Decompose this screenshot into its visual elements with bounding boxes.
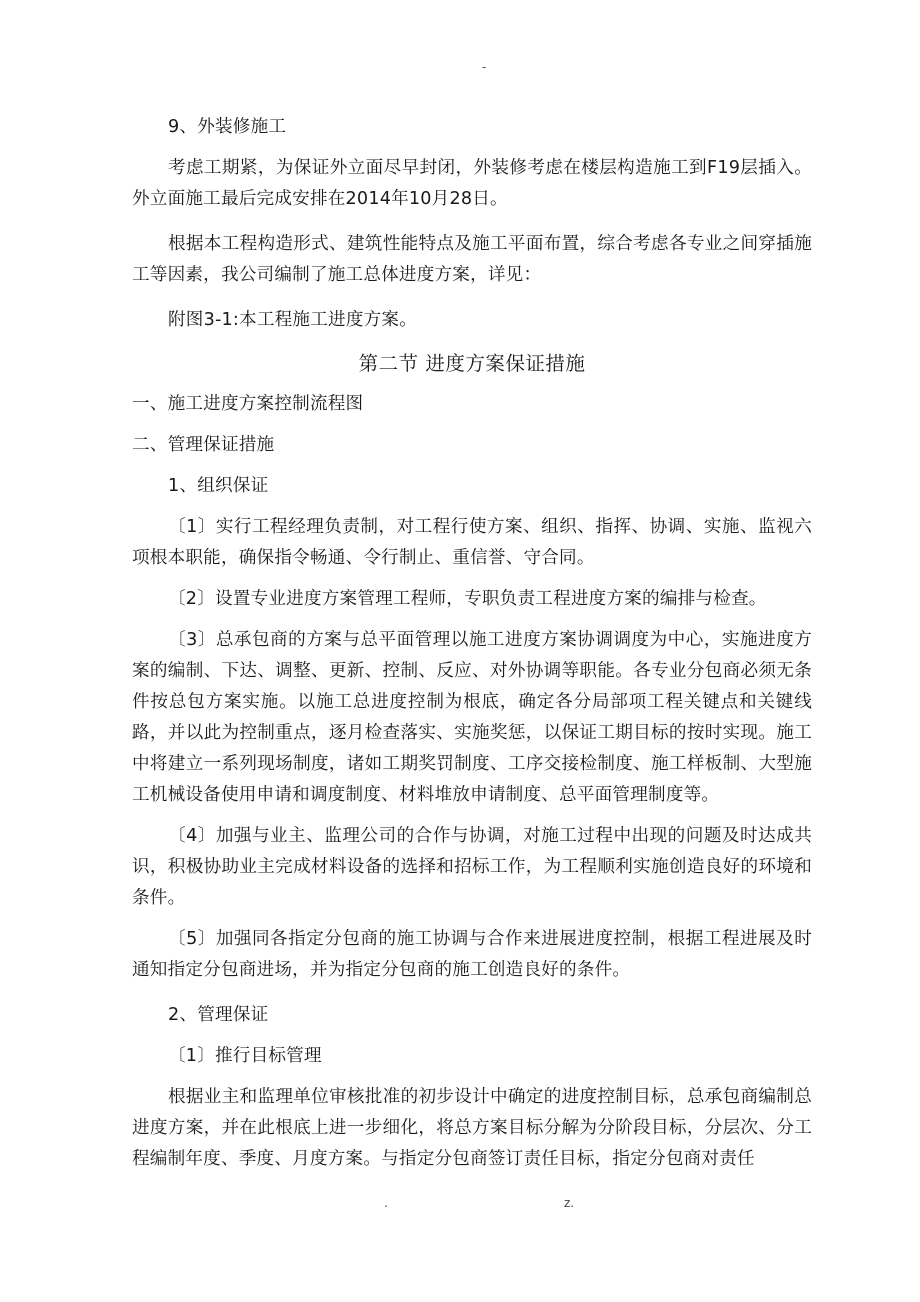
footer-right-mark: z. xyxy=(564,1196,575,1210)
item-3: 〔3〕总承包商的方案与总平面管理以施工进度方案协调调度为中心，实施进度方案的编制、下达、调整、更新、控制、反应、对外协调等职能。各专业分包商必须无条件按总包方案实施。以施工总进度控制为根底，确定各分局部项工程关键点和关键线路，并以此为控制重点，逐月检查落实、实施奖惩，以保证工期目标的按时实现。施工中将建立一系列现场制度，诸如工期奖罚制度、工序交接检制度、施工样板制、大型施工机械设备使用申请和调度制度、材料堆放申请制度、总平面管理制度等。 xyxy=(132,630,812,805)
footer-left-mark: . xyxy=(384,1196,388,1210)
item-4: 〔4〕加强与业主、监理公司的合作与协调，对施工过程中出现的问题及时达成共识，积极协助业主完成材料设备的选择和招标工作，为工程顺利实施创造良好的环境和条件。 xyxy=(132,826,812,908)
item-target-management: 〔1〕推行目标管理 xyxy=(168,1046,322,1066)
paragraph-4: 根据业主和监理单位审核批准的初步设计中确定的进度控制目标，总承包商编制总进度方案，并在此根底上进一步细化，将总方案目标分解为分阶段目标，分层次、分工程编制年度、季度、月度方案。与指定分包商签订责任目标，指定分包商对责任 xyxy=(132,1087,812,1169)
heading-9: 9、外装修施工 xyxy=(168,117,287,137)
subheading-1: 一、施工进度方案控制流程图 xyxy=(132,394,364,414)
item-2: 〔2〕设置专业进度方案管理工程师，专职负责工程进度方案的编排与检查。 xyxy=(168,589,767,609)
item-1: 〔1〕实行工程经理负责制，对工程行使方案、组织、指挥、协调、实施、监视六项根本职能，确保指令畅通、令行制止、重信誉、守合同。 xyxy=(132,517,812,568)
subheading-organization: 1、组织保证 xyxy=(168,476,269,496)
header-mark: - xyxy=(482,60,487,74)
paragraph-1: 考虑工期紧，为保证外立面尽早封闭，外装修考虑在楼层构造施工到F19层插入。外立面施工最后完成安排在2014年10月28日。 xyxy=(132,158,812,209)
body-content xyxy=(132,112,812,1175)
item-5: 〔5〕加强同各指定分包商的施工协调与合作来进展进度控制，根据工程进展及时通知指定分包商进场，并为指定分包商的施工创造良好的条件。 xyxy=(132,929,812,980)
paragraph-2: 根据本工程构造形式、建筑性能特点及施工平面布置，综合考虑各专业之间穿插施工等因素，我公司编制了施工总体进度方案，详见： xyxy=(132,234,812,285)
subheading-2: 二、管理保证措施 xyxy=(132,435,275,455)
subheading-management: 2、管理保证 xyxy=(168,1005,269,1025)
paragraph-3: 附图3-1:本工程施工进度方案。 xyxy=(168,310,417,330)
section-title: 第二节 进度方案保证措施 xyxy=(358,352,586,375)
